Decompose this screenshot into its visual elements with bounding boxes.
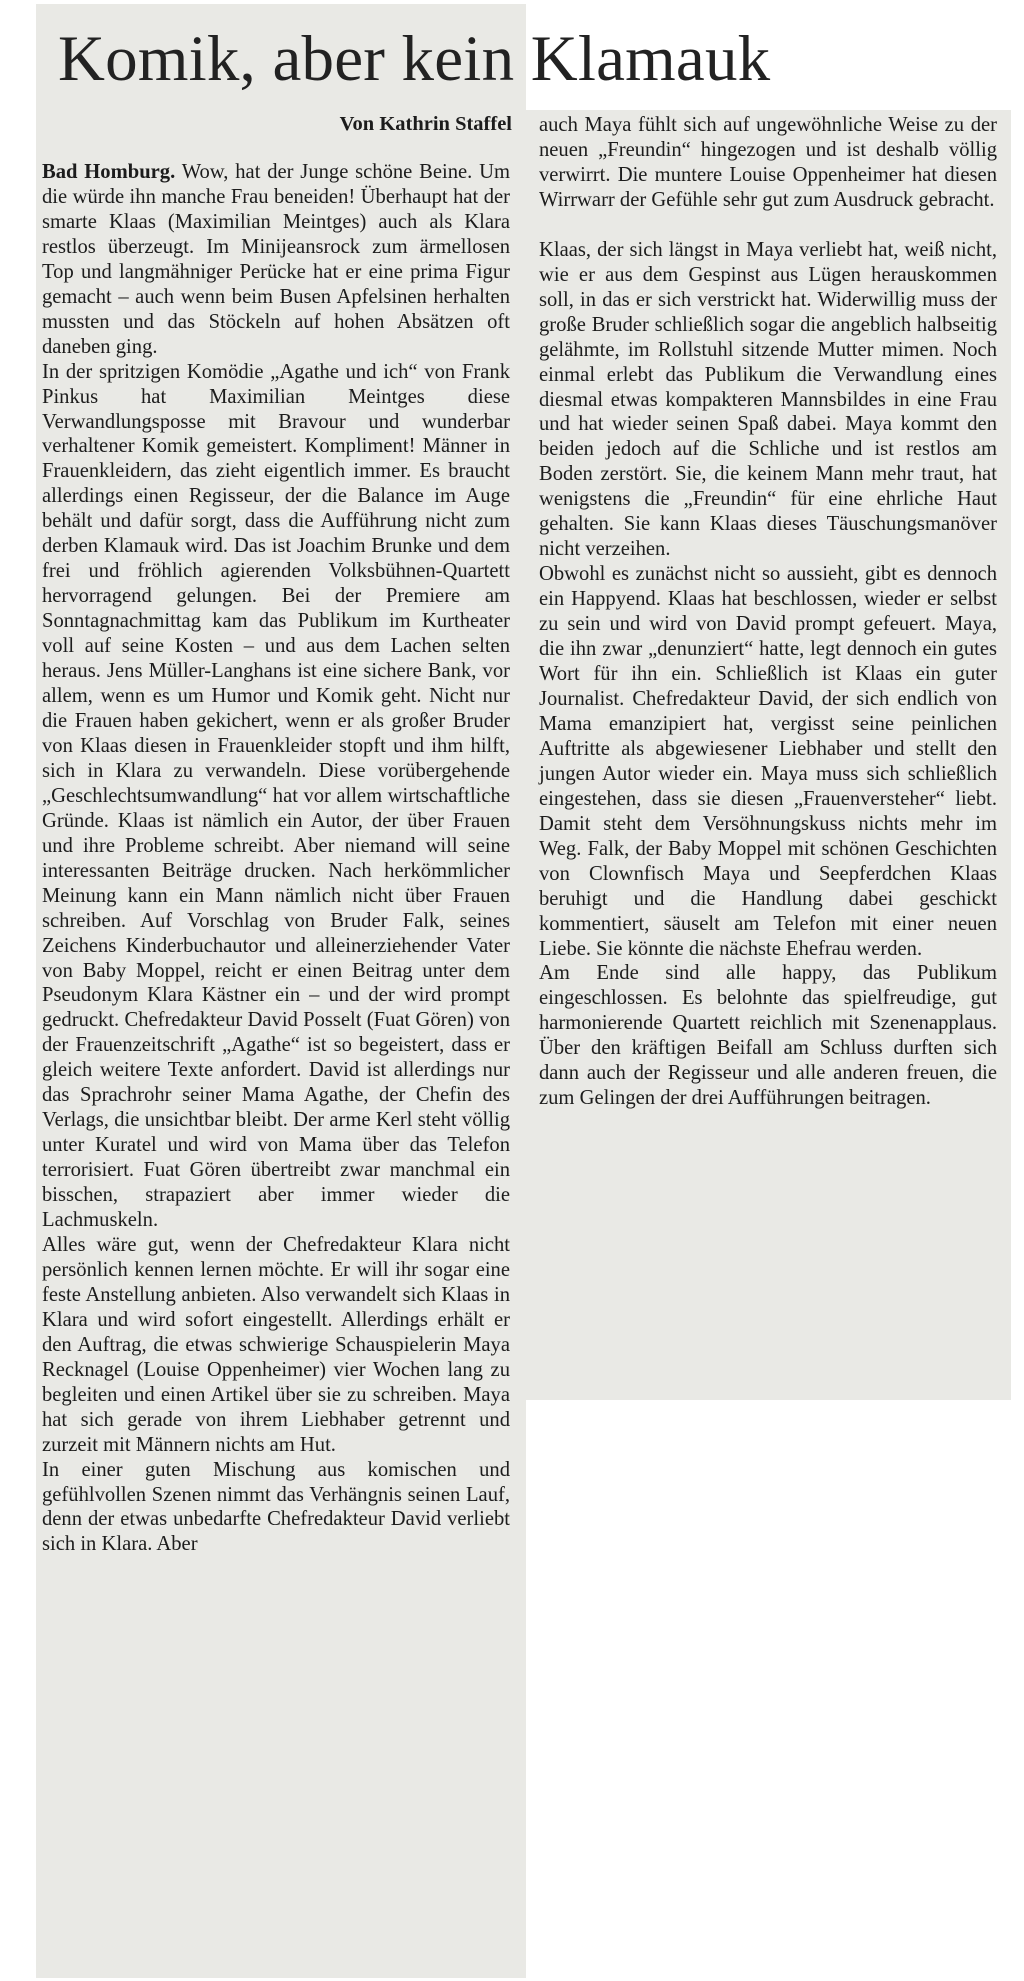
paragraph-1-text: Wow, hat der Junge schöne Beine. Um die würde ihn manche Frau beneiden! Überhaupt hat der smarte Klaas (Maximilian Meintges) auch als Klara restlos überzeugt. Im Minijeansrock zum ärmellosen Top und langmähniger Perücke hat er eine prima Figur gemacht – auch wenn beim Busen Apfelsinen herhalten mussten und das Stöckeln auf hohen Absätzen oft daneben ging. bbox=[42, 161, 510, 358]
headline: Komik, aber kein Klamauk bbox=[58, 23, 771, 95]
paragraph-5: auch Maya fühlt sich auf ungewöhnliche Weise zu der neuen „Freundin“ hingezogen und ist deshalb völlig verwirrt. Die muntere Louise Oppenheimer hat diesen Wirrwarr der Gefühle sehr gut zum Ausdruck gebracht. bbox=[539, 114, 997, 211]
paragraph-4: In einer guten Mischung aus komischen und gefühlvollen Szenen nimmt das Verhängnis seinen Lauf, denn der etwas unbedarfte Chefredakteur David verliebt sich in Klara. Aber bbox=[42, 1458, 510, 1556]
paragraph-2: In der spritzigen Komödie „Agathe und ich“ von Frank Pinkus hat Maximilian Meintges diese Verwandlungsposse mit Bravour und wunderbar verhaltener Komik gemeistert. Kompliment! Männer in Frauenkleidern, das zieht eigentlich immer. Es braucht allerdings einen Regisseur, der die Balance im Auge behält und dafür sorgt, dass die Aufführung nicht zum derben Klamauk wird. Das ist Joachim Brunke und dem frei und fröhlich agierenden Volksbühnen-Quartett hervorragend gelungen. Bei der Premiere am Sonntagnachmittag kam das Publikum im Kurtheater voll auf seine Kosten – und aus dem Lachen selten heraus. Jens Müller-Langhans ist eine sichere Bank, vor allem, wenn es um Humor und Komik geht. Nicht nur die Frauen haben gekichert, wenn er als großer Bruder von Klaas diesen in Frauenkleider stopft und ihm hilft, sich in Klara zu verwandeln. Diese vorübergehende „Geschlechtsumwandlung“ hat vor allem wirtschaftliche Gründe. Klaas ist nämlich ein Autor, der über Frauen und ihre Probleme schreibt. Aber niemand will seine interessanten Beiträge drucken. Nach herkömmlicher Meinung kann ein Mann nämlich nicht über Frauen schreiben. Auf Vorschlag von Bruder Falk, seines Zeichens Kinderbuchautor und alleinerziehender Vater von Baby Moppel, reicht er einen Beitrag unter dem Pseudonym Klara Kästner ein – und der wird prompt gedruckt. Chefredakteur David Posselt (Fuat Gören) von der Frauenzeitschrift „Agathe“ ist so begeistert, dass er gleich weitere Texte anfordert. David ist allerdings nur das Sprachrohr seiner Mama Agathe, der Chefin des Verlags, die unsichtbar bleibt. Der arme Kerl steht völlig unter Kuratel und wird von Mama über das Telefon terrorisiert. Fuat Gören übertreibt zwar manchmal ein bisschen, strapaziert aber immer wieder die Lachmuskeln. bbox=[42, 360, 510, 1232]
right-column bbox=[539, 113, 997, 1111]
paragraph-6: Klaas, der sich längst in Maya verliebt hat, weiß nicht, wie er aus dem Gespinst aus Lügen herauskommen soll, in das er sich verstrickt hat. Widerwillig muss der große Bruder schließlich sogar die angeblich halbseitig gelähmte, im Rollstuhl sitzende Mutter mimen. Noch einmal erlebt das Publikum die Verwandlung eines diesmal etwas kompakteren Mannsbildes in eine Frau und hat wieder seinen Spaß dabei. Maya kommt den beiden jedoch auf die Schliche und ist restlos am Boden zerstört. Sie, die keinem Mann mehr traut, hat wenigstens die „Freundin“ für eine ehrliche Haut gehalten. Sie kann Klaas dieses Täuschungsmanöver nicht verzeihen. bbox=[539, 238, 997, 561]
dateline: Bad Homburg. bbox=[42, 161, 176, 183]
byline: Von Kathrin Staffel bbox=[339, 113, 512, 135]
paragraph-3: Alles wäre gut, wenn der Chefredakteur Klara nicht persönlich kennen lernen möchte. Er will ihr sogar eine feste Anstellung anbieten. Also verwandelt sich Klaas in Klara und wird sofort eingestellt. Allerdings erhält er den Auftrag, die etwas schwierige Schauspielerin Maya Recknagel (Louise Oppenheimer) vier Wochen lang zu begleiten und einen Artikel über sie zu schreiben. Maya hat sich gerade von ihrem Liebhaber getrennt und zurzeit mit Männern nichts am Hut. bbox=[42, 1233, 510, 1456]
left-column bbox=[42, 160, 510, 1557]
paragraph-1 bbox=[42, 160, 510, 360]
paragraph-7: Obwohl es zunächst nicht so aussieht, gibt es dennoch ein Happyend. Klaas hat beschlossen, wieder er selbst zu sein und wird von David prompt gefeuert. Maya, die ihn zwar „denunziert“ hatte, legt dennoch ein gutes Wort für ihn ein. Schließlich ist Klaas ein guter Journalist. Chefredakteur David, der sich endlich von Mama emanzipiert hat, vergisst seine peinlichen Auftritte als abgewiesener Liebhaber und stellt den jungen Autor wieder ein. Maya muss sich schließlich eingestehen, dass sie diesen „Frauenversteher“ liebt. Damit steht dem Versöhnungskuss nichts mehr im Weg. Falk, der Baby Moppel mit schönen Geschichten von Clownfisch Maya und Seepferdchen Klaas beruhigt und die Handlung dabei geschickt kommentiert, säuselt am Telefon mit einer neuen Liebe. Sie könnte die nächste Ehefrau werden. bbox=[539, 563, 997, 960]
paragraph-8: Am Ende sind alle happy, das Publikum eingeschlossen. Es belohnte das spielfreudige, gut harmonierende Quartett reichlich mit Szenenapplaus. Über den kräftigen Beifall am Schluss durften sich dann auch der Regisseur und alle anderen freuen, die zum Gelingen der drei Aufführungen beitragen. bbox=[539, 962, 997, 1110]
